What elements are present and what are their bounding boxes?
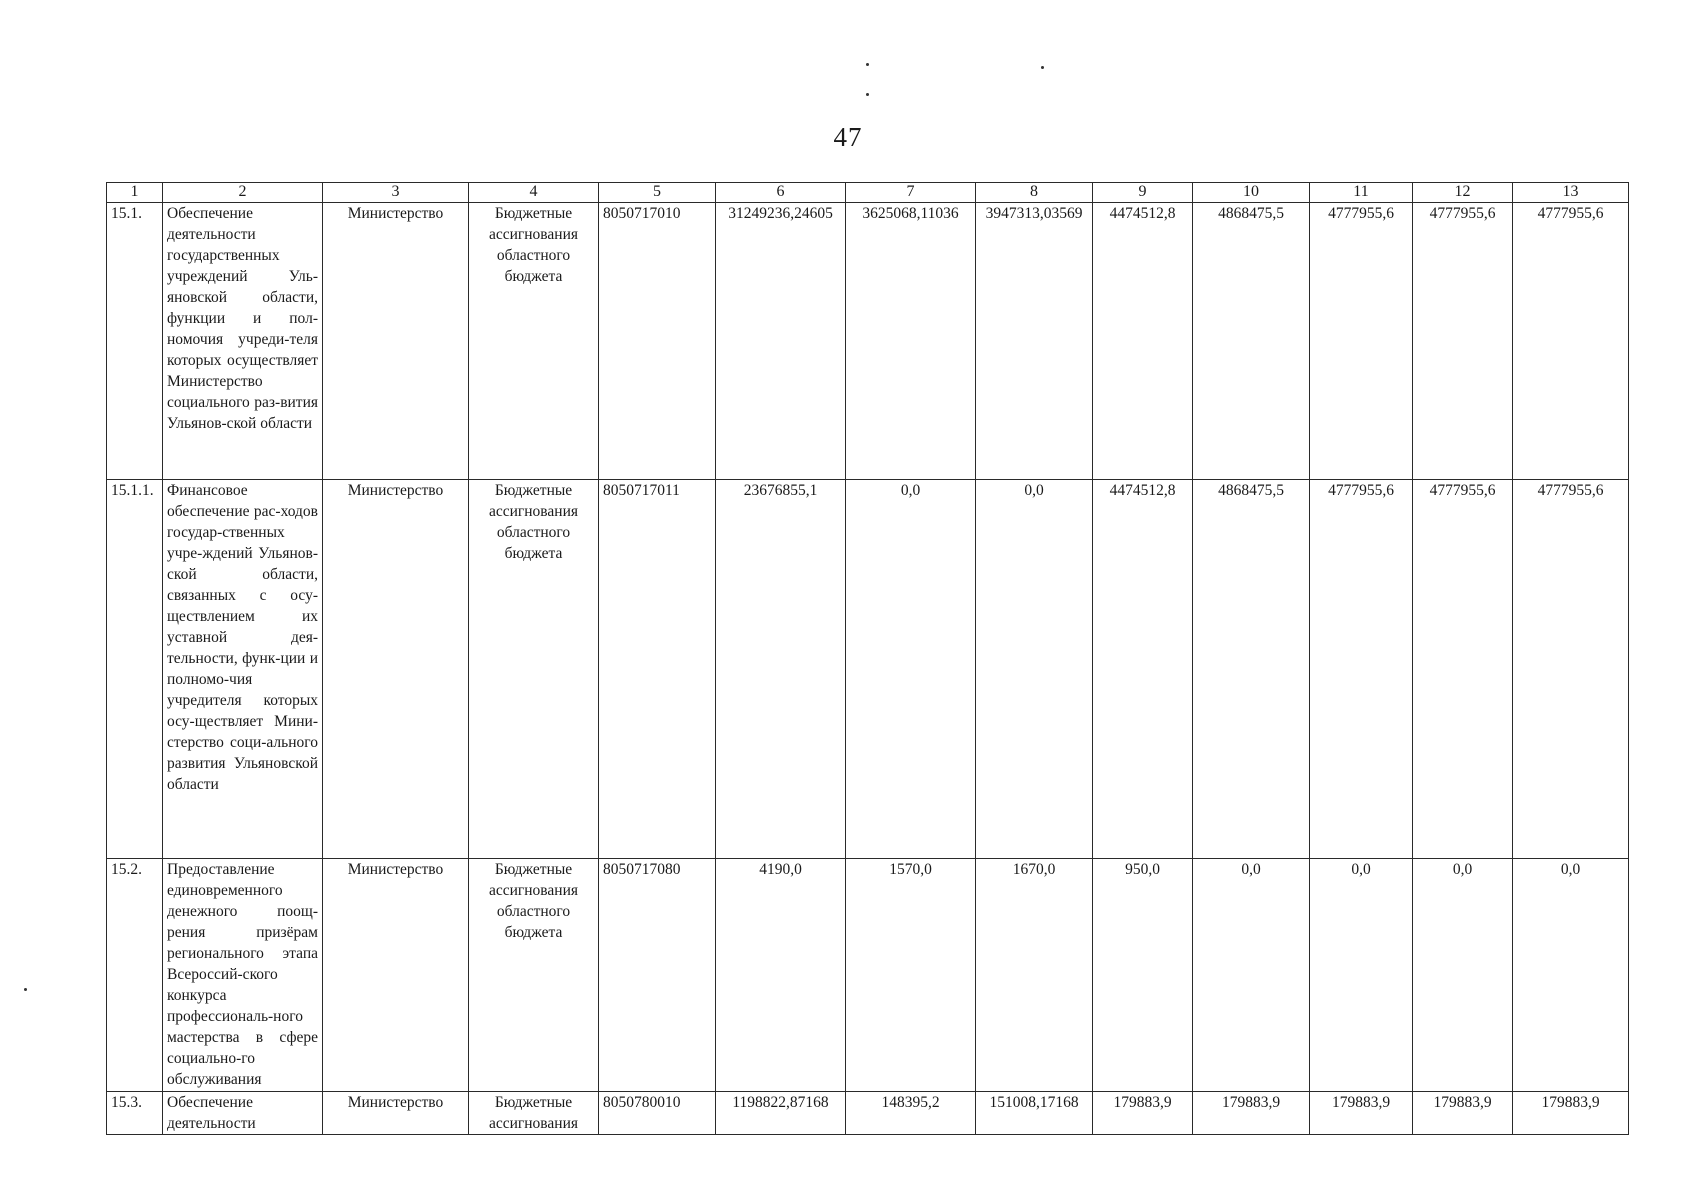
column-header: 9 [1093, 183, 1193, 203]
column-header: 4 [469, 183, 599, 203]
item-name: Предоставление единовременного денежного поощ-рения призёрам регионального этапа Всероссий-ского конкурса профессиональ-ного мастерства в сфере социально-го обслуживания [163, 859, 323, 1092]
scan-speck [866, 93, 869, 96]
value-cell: 3625068,11036 [846, 203, 976, 480]
column-header: 7 [846, 183, 976, 203]
value-cell: 4777955,6 [1413, 480, 1513, 859]
budget-code-cell: 8050780010 [599, 1092, 716, 1135]
value-cell: 148395,2 [846, 1092, 976, 1135]
value-cell: 4777955,6 [1413, 203, 1513, 480]
value-cell: 4190,0 [716, 859, 846, 1092]
column-header: 6 [716, 183, 846, 203]
item-number: 15.2. [107, 859, 163, 1092]
column-header: 2 [163, 183, 323, 203]
funding-source-cell: Бюджетные ассигнования областного бюджета [469, 859, 599, 1092]
value-cell: 0,0 [976, 480, 1093, 859]
value-cell: 0,0 [1193, 859, 1310, 1092]
value-cell: 0,0 [1310, 859, 1413, 1092]
column-header: 13 [1513, 183, 1629, 203]
value-cell: 1570,0 [846, 859, 976, 1092]
value-cell: 4868475,5 [1193, 203, 1310, 480]
item-name: Обеспечение деятельности [163, 1092, 323, 1135]
column-header: 3 [323, 183, 469, 203]
item-number: 15.3. [107, 1092, 163, 1135]
responsible-cell: Министерство [323, 480, 469, 859]
responsible-cell: Министерство [323, 203, 469, 480]
table-row [107, 480, 1629, 859]
budget-code-cell: 8050717080 [599, 859, 716, 1092]
funding-source-cell: Бюджетные ассигнования областного бюджета [469, 203, 599, 480]
value-cell: 179883,9 [1193, 1092, 1310, 1135]
page-number: 47 [833, 122, 863, 152]
item-number: 15.1.1. [107, 480, 163, 859]
funding-source-cell: Бюджетные ассигнования областного бюджета [469, 480, 599, 859]
value-cell: 179883,9 [1093, 1092, 1193, 1135]
value-cell: 0,0 [1413, 859, 1513, 1092]
column-header: 12 [1413, 183, 1513, 203]
item-name: Финансовое обеспечение рас-ходов государ-ственных учре-ждений Ульянов-ской области, связанных с осу-ществлением их уставной дея-тельности, функ-ции и полномо-чия учредителя которых осу-ществляет Мини-стерство соци-ального развития Ульяновской области [163, 480, 323, 859]
table-row [107, 1092, 1629, 1135]
value-cell: 179883,9 [1310, 1092, 1413, 1135]
budget-table [106, 182, 1629, 1135]
responsible-cell: Министерство [323, 1092, 469, 1135]
value-cell: 179883,9 [1413, 1092, 1513, 1135]
value-cell: 4474512,8 [1093, 203, 1193, 480]
value-cell: 31249236,24605 [716, 203, 846, 480]
column-header: 11 [1310, 183, 1413, 203]
column-header: 10 [1193, 183, 1310, 203]
column-header: 5 [599, 183, 716, 203]
value-cell: 0,0 [1513, 859, 1629, 1092]
column-header: 1 [107, 183, 163, 203]
value-cell: 4868475,5 [1193, 480, 1310, 859]
value-cell: 23676855,1 [716, 480, 846, 859]
value-cell: 179883,9 [1513, 1092, 1629, 1135]
funding-source-cell: Бюджетные ассигнования [469, 1092, 599, 1135]
value-cell: 4777955,6 [1310, 203, 1413, 480]
scan-speck [24, 988, 27, 991]
value-cell: 4777955,6 [1513, 480, 1629, 859]
scan-speck [1041, 66, 1044, 69]
header-row [107, 183, 1629, 203]
value-cell: 1670,0 [976, 859, 1093, 1092]
value-cell: 1198822,87168 [716, 1092, 846, 1135]
scan-speck [866, 63, 869, 66]
budget-code-cell: 8050717010 [599, 203, 716, 480]
table-row [107, 203, 1629, 480]
value-cell: 4777955,6 [1513, 203, 1629, 480]
table-row [107, 859, 1629, 1092]
value-cell: 3947313,03569 [976, 203, 1093, 480]
column-header: 8 [976, 183, 1093, 203]
value-cell: 950,0 [1093, 859, 1193, 1092]
value-cell: 0,0 [846, 480, 976, 859]
item-number: 15.1. [107, 203, 163, 480]
item-name: Обеспечение деятельности государственных учреждений Уль-яновской области, функции и пол-номочия учреди-теля которых осуществляет Министерство социального раз-вития Ульянов-ской области [163, 203, 323, 480]
value-cell: 4474512,8 [1093, 480, 1193, 859]
value-cell: 151008,17168 [976, 1092, 1093, 1135]
value-cell: 4777955,6 [1310, 480, 1413, 859]
budget-code-cell: 8050717011 [599, 480, 716, 859]
responsible-cell: Министерство [323, 859, 469, 1092]
